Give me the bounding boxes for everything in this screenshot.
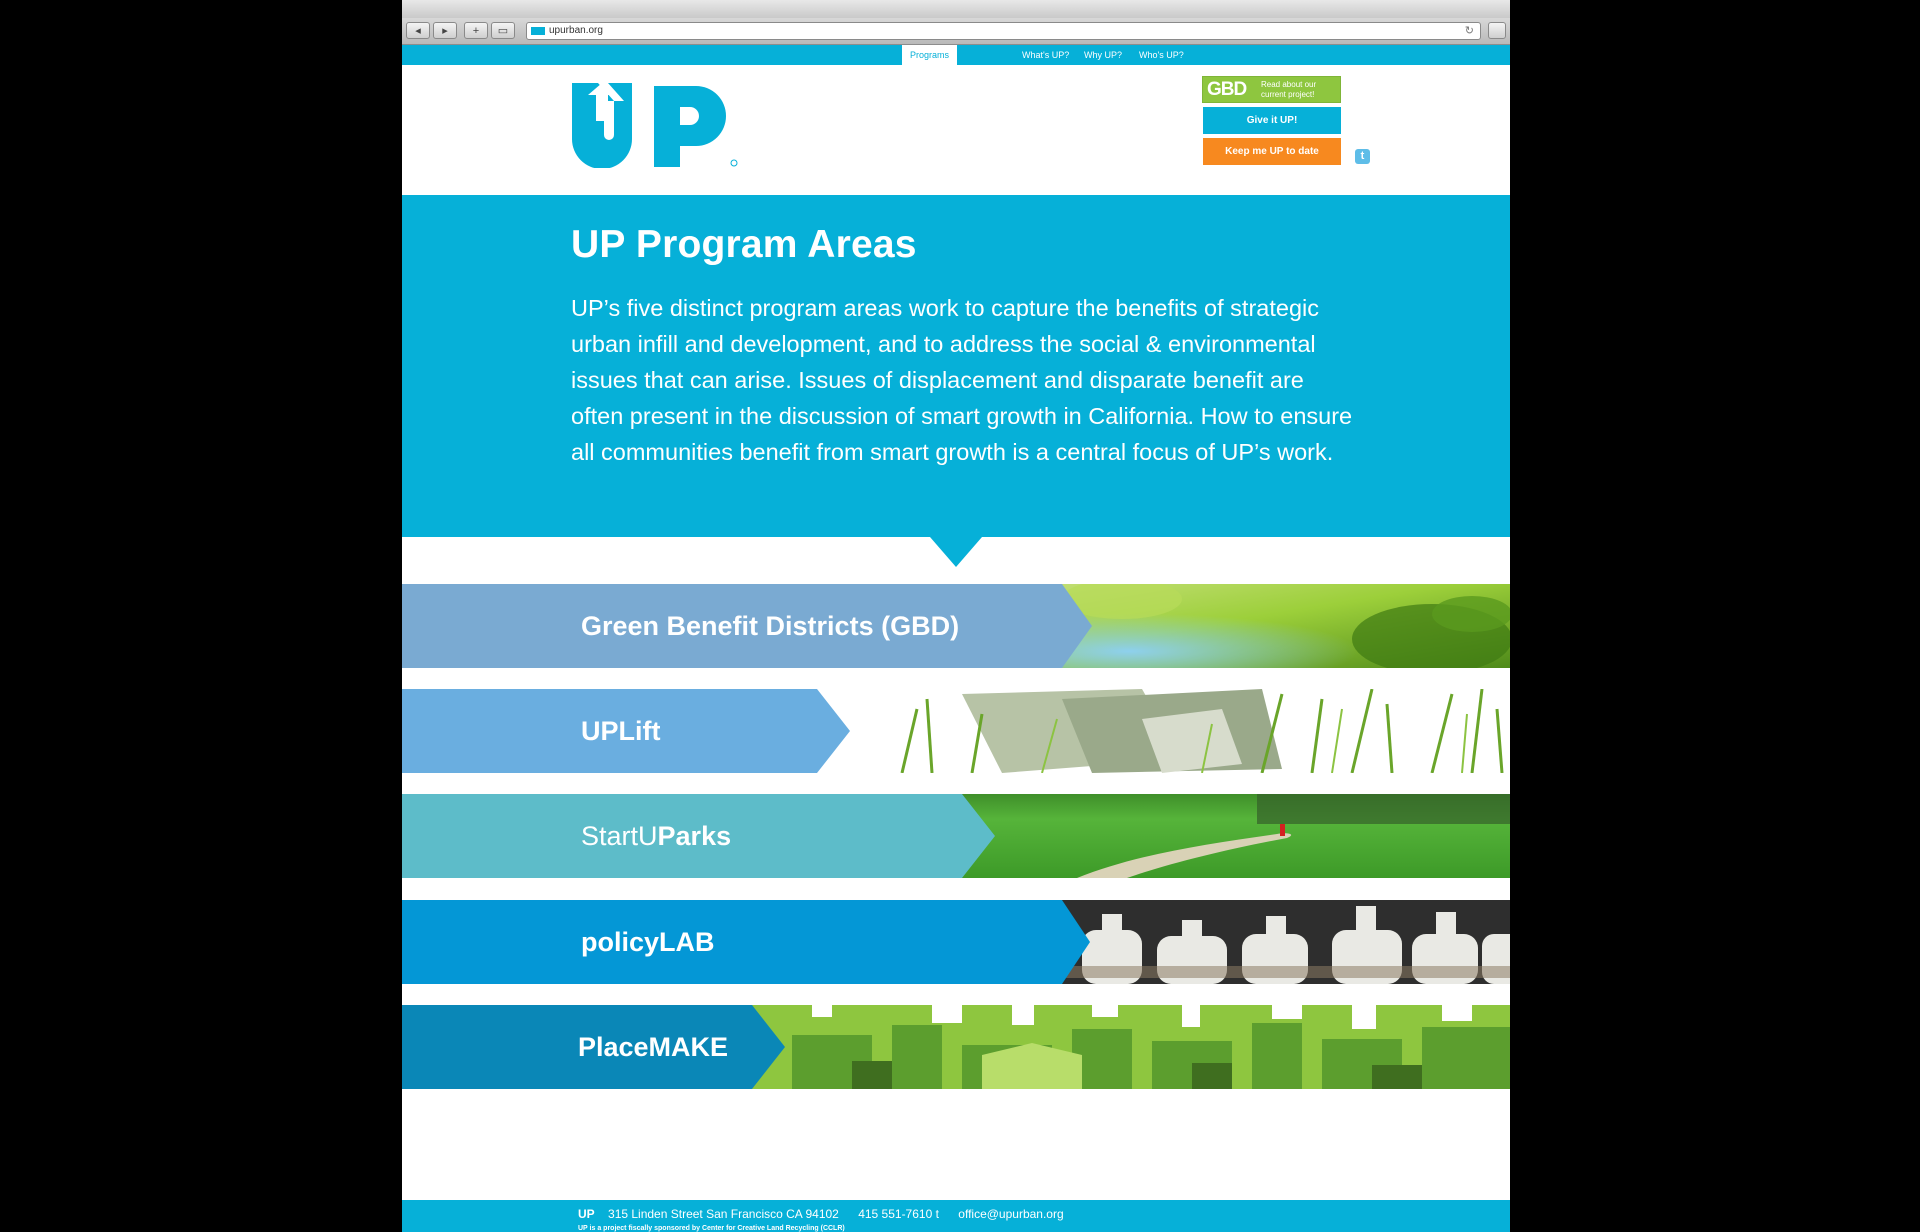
policylab-bottles-image <box>1042 900 1510 984</box>
hero-description: UP’s five distinct program areas work to capture the benefits of strategic urban infill and development, and to address the social & environmental issues that can arise. Issues of displacement and disparate benefit are often present in the discussion of smart growth in California. How to ensure all communities benefit from smart growth is a central focus of UP’s work. <box>571 295 1353 465</box>
policylab-label-shape <box>402 900 1092 984</box>
placemake-label: PlaceMAKE <box>578 1032 729 1062</box>
placemake-city-image <box>752 1005 1510 1089</box>
program-startuparks[interactable] <box>402 794 1510 878</box>
browser-toolbar <box>402 18 1510 45</box>
gbd-label: Green Benefit Districts (GBD) <box>581 611 960 641</box>
forward-icon[interactable]: ▸ <box>433 22 457 39</box>
twitter-icon[interactable]: t <box>1355 149 1370 164</box>
page-title: UP Program Areas <box>571 223 917 266</box>
program-placemake[interactable] <box>402 1005 1510 1089</box>
startuparks-park-image <box>957 794 1510 878</box>
site-nav <box>402 45 1510 65</box>
address-bar[interactable] <box>526 22 1481 40</box>
keep-me-up-to-date-button[interactable]: Keep me UP to date <box>1203 138 1341 165</box>
uplift-label: UPLift <box>581 716 661 746</box>
nav-whats-up[interactable]: What's UP? <box>1022 50 1070 60</box>
hero-pointer <box>930 537 982 567</box>
footer-phone: 415 551-7610 t <box>858 1207 939 1221</box>
gbd-project-text: Read about our current project! <box>1261 80 1317 99</box>
startuparks-label-light: StartU <box>581 821 658 851</box>
uplift-money-grass-image <box>842 689 1510 773</box>
reload-icon[interactable]: ↻ <box>1464 25 1474 37</box>
give-it-up-button[interactable]: Give it UP! <box>1203 107 1341 134</box>
browser-window <box>402 0 1510 1232</box>
gbd-project-button[interactable] <box>1202 76 1341 103</box>
hero-section <box>402 195 1510 537</box>
footer-sponsor: UP is a project fiscally sponsored by Center for Creative Land Recycling (CCLR) <box>578 1225 845 1232</box>
startuparks-label-bold: Parks <box>657 821 732 851</box>
address-text: upurban.org <box>549 25 603 36</box>
add-bookmark-icon[interactable]: + <box>464 22 488 39</box>
site-header <box>402 65 1510 195</box>
footer-email[interactable]: office@upurban.org <box>958 1207 1064 1221</box>
startuparks-label <box>581 794 731 878</box>
nav-whos-up[interactable]: Who's UP? <box>1139 50 1184 60</box>
search-icon[interactable] <box>1488 22 1506 39</box>
program-gbd[interactable] <box>402 584 1510 668</box>
footer-contact <box>578 1207 1080 1221</box>
program-policylab[interactable] <box>402 900 1510 984</box>
footer-address: 315 Linden Street San Francisco CA 94102 <box>608 1207 839 1221</box>
gbd-logo: GBD <box>1207 79 1247 100</box>
back-icon[interactable]: ◂ <box>406 22 430 39</box>
sidebar-icon[interactable]: ▭ <box>491 22 515 39</box>
site-footer <box>402 1200 1510 1232</box>
program-uplift[interactable] <box>402 689 1510 773</box>
up-logo[interactable] <box>570 83 740 168</box>
policylab-label: policyLAB <box>581 927 715 957</box>
footer-brand: UP <box>578 1207 595 1221</box>
nav-why-up[interactable]: Why UP? <box>1084 50 1123 60</box>
nav-programs[interactable]: Programs <box>902 45 957 65</box>
browser-titlebar <box>402 0 1510 19</box>
favicon-icon <box>531 27 545 35</box>
